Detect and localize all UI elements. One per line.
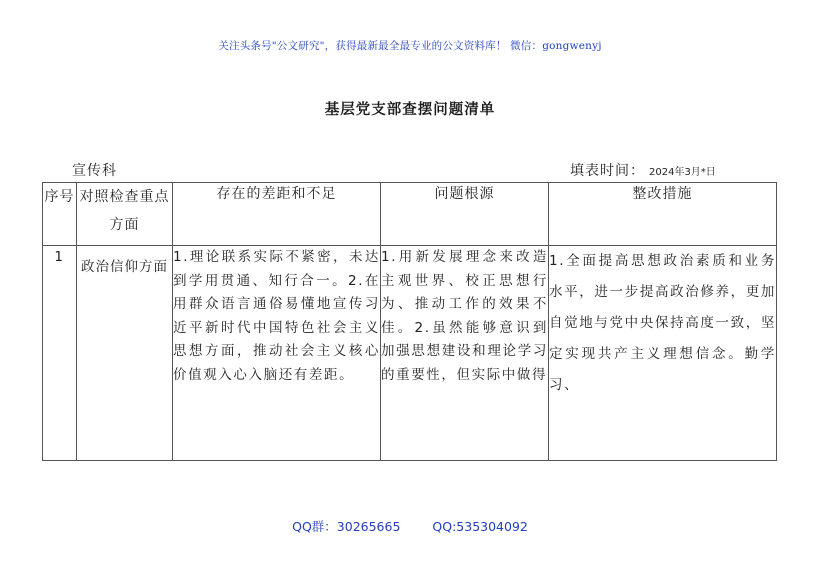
header-note: 关注头条号"公文研究"，获得最新最全最专业的公文资料库！ 微信：gongwenyj — [218, 40, 602, 52]
header-gaps: 存在的差距和不足 — [173, 183, 381, 246]
header-root-cause: 问题根源 — [381, 183, 549, 246]
cell-root-cause-text: 1.用新发展理念来改造主观世界、校正思想行为、推动工作的效果不佳。2.虽然能够意识到加强思想建设和理论学习的重要性，但实际中做得 — [381, 249, 548, 383]
cell-focus — [77, 246, 173, 461]
fill-date-label: 填表时间： — [570, 163, 645, 179]
table-header-row — [43, 183, 777, 246]
document-title: 基层党支部查摆问题清单 — [324, 102, 496, 118]
cell-root-cause — [381, 246, 549, 461]
cell-index-text: 1 — [54, 249, 65, 265]
footer-qq-group: QQ群：30265665 — [292, 519, 401, 534]
header-index: 序号 — [43, 183, 77, 246]
cell-index — [43, 246, 77, 461]
cell-gaps — [173, 246, 381, 461]
footer-contact — [0, 517, 820, 535]
table-row — [43, 246, 777, 461]
cell-measures — [549, 246, 777, 461]
header-measures: 整改措施 — [549, 183, 777, 246]
cell-focus-text: 政治信仰方面 — [81, 259, 168, 275]
header-focus: 对照检查重点方面 — [77, 183, 173, 246]
footer-qq: QQ:535304092 — [432, 519, 528, 534]
fill-date-value: 2024年3月*日 — [649, 167, 716, 178]
fill-date — [570, 160, 716, 180]
cell-gaps-text: 1.理论联系实际不紧密，未达到学用贯通、知行合一。2.在用群众语言通俗易懂地宣传习近平新时代中国特色社会主义思想方面，推动社会主义核心价值观入心入脑还有差距。 — [173, 249, 380, 383]
problem-table — [42, 182, 777, 461]
department-label: 宣传科 — [72, 163, 117, 179]
cell-measures-text: 1.全面提高思想政治素质和业务水平，进一步提高政治修养，更加自觉地与党中央保持高度一致，坚定实现共产主义理想信念。勤学习、 — [549, 253, 776, 393]
